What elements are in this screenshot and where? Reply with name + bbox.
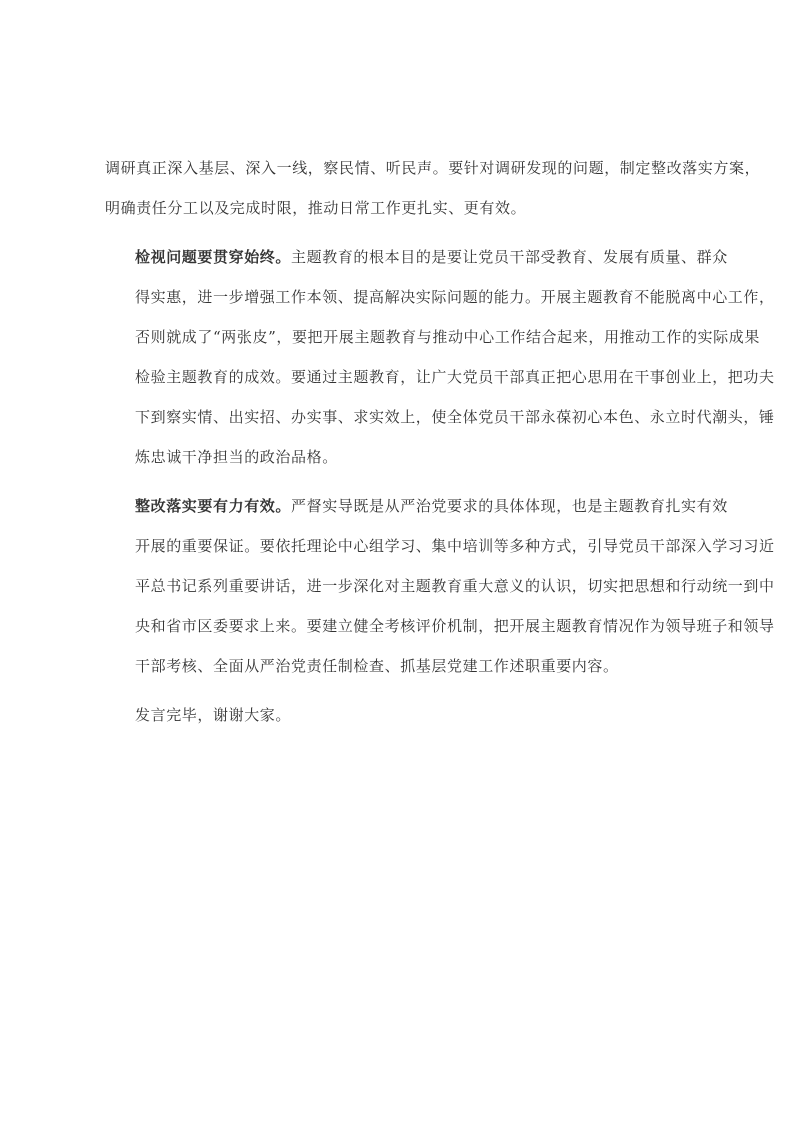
- text-line: 炼忠诚干净担当的政治品格。: [135, 448, 338, 466]
- text-line: [105, 237, 728, 277]
- text-line: 明确责任分工以及完成时限，推动日常工作更扎实、更有效。: [105, 199, 527, 217]
- text-line: 否则就成了“两张皮”，要把开展主题教育与推动中心工作结合起来，用推动工作的实际成果: [135, 328, 760, 346]
- text-line: 得实惠，进一步增强工作本领、提高解决实际问题的能力。开展主题教育不能脱离中心工作，: [135, 288, 775, 306]
- paragraph-heading: 检视问题要贯穿始终。: [135, 248, 292, 266]
- text-line: 发言完毕，谢谢大家。: [135, 706, 292, 724]
- text-line: 调研真正深入基层、深入一线，察民情、听民声。要针对调研发现的问题，制定整改落实方案，: [105, 159, 761, 177]
- text-line: 平总书记系列重要讲话，进一步深化对主题教育重大意义的认识，切实把思想和行动统一到中: [135, 577, 775, 595]
- text-line: 干部考核、全面从严治党责任制检查、抓基层党建工作述职重要内容。: [135, 657, 619, 675]
- document-page: [105, 148, 775, 744]
- text-line: 开展的重要保证。要依托理论中心组学习、集中培训等多种方式，引导党员干部深入学习习近: [135, 537, 775, 555]
- text-line: 下到察实情、出实招、办实事、求实效上，使全体党员干部永葆初心本色、永立时代潮头，锤: [135, 408, 775, 426]
- text-line: 央和省市区委要求上来。要建立健全考核评价机制，把开展主题教育情况作为领导班子和领导: [135, 617, 775, 635]
- paragraph-heading: 整改落实要有力有效。: [135, 497, 292, 515]
- paragraph-review-issues: [105, 237, 775, 477]
- paragraph-continuation: [105, 148, 761, 228]
- text-line: [105, 486, 728, 526]
- text-line: 检验主题教育的成效。要通过主题教育，让广大党员干部真正把心思用在干事创业上，把功夫: [135, 368, 775, 386]
- paragraph-rectification: [105, 486, 775, 686]
- text-span: 主题教育的根本目的是要让党员干部受教育、发展有质量、群众: [291, 248, 728, 266]
- text-span: 严督实导既是从严治党要求的具体体现，也是主题教育扎实有效: [291, 497, 728, 515]
- paragraph-closing: [105, 695, 693, 735]
